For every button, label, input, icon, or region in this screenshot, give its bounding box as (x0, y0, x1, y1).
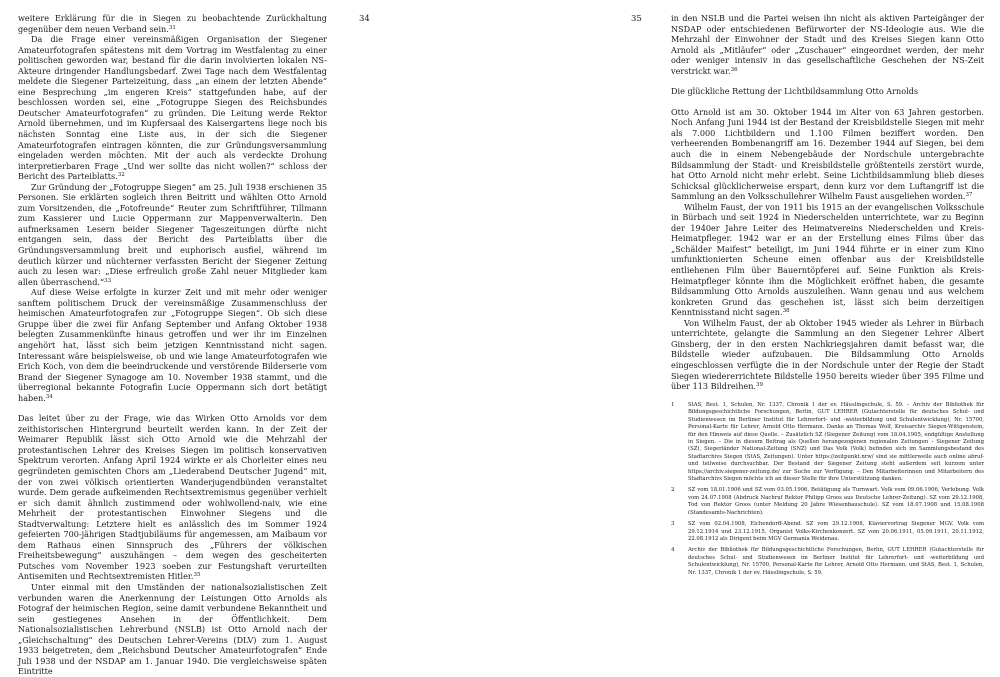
page-number: 34 (359, 14, 370, 24)
footnote-ref: 39 (756, 382, 763, 389)
footnote-number: 1 (671, 402, 675, 408)
footnote-ref: 37 (965, 192, 973, 199)
paragraph (18, 13, 327, 34)
footnotes (671, 402, 984, 581)
right-page (500, 0, 1000, 604)
paragraph-text: Wilhelm Faust, der von 1911 bis 1915 an der evangelischen Volksschule in Bürbach und seit 1924 in Niederschelden unterrichtete, war zu Beginn der 1940er Jahre Leiter des Heimatvereins Niederschelden und Kreis-Heimatpfleger. 1942 war er an der Erstellung eines Films über das „Schälder Maifest“ beteiligt, im Juni 1944 führte er in einer zum Kino umfunktionierten Scheune einen offenbar aus der Kreisbildstelle entliehenen Film über Bauerntöpferei auf. Seine Funktion als Kreis-Heimatpfleger könnte ihm die Möglichkeit eröffnet haben, die gesamte Bildsammlung Otto Arnolds auszuleihen. Wann genau und aus welchem konkreten Grund das geschehen ist, lässt sich beim derzeitigen Kenntnisstand nicht sagen. (671, 201, 984, 318)
paragraph-text: Von Wilhelm Faust, der ab Oktober 1945 wieder als Lehrer in Bürbach unterrichtete, gelangte die Sammlung an den Siegener Lehrer Albert Ginsberg, der in den ersten Nachkriegsjahren damit befasst war, die Bildstelle wieder aufzubauen. Die Bildsammlung Otto Arnolds eingeschlossen verfügte die in der Nordschule unter der Regie der Stadt Siegen wiedererrichtete Bildstelle 1950 bereits wieder über 395 Filme und über 113 Bildreihen. (671, 317, 984, 392)
body-text (18, 13, 327, 677)
footnote-ref: 31 (168, 24, 176, 31)
footnote-number: 2 (671, 487, 675, 494)
footnote-text: Archiv der Bibliothek für Bildungsgeschichtliche Forschungen, Berlin, GUT LEHRER (Gutachterstelle für deutsches Schul- und Studienwesen im Berliner Institut für Lehrerfort- und -weiterbildung und Schulentwicklung), Nr. 15700, Personal-Karte für Lehrer, Arnold Otto Hermann, und StAS, Best. 1, Schulen, Nr. 1337, Chronik 1 der ev. Häuslingschule, S. 59. (688, 547, 984, 576)
footnote-ref: 35 (193, 572, 201, 579)
paragraph (671, 13, 984, 76)
paragraph-text: Auf diese Weise erfolgte in kurzer Zeit und mit mehr oder weniger sanftem politischem Druck der vereinsmäßige Zusammenschluss der heimischen Amateurfotografen zur „Fotogruppe Siegen“. Ob sich diese Gruppe über die zwei für Anfang September und Anfang Oktober 1938 belegten Zusammenkünfte hinaus getroffen und wer ihr im Einzelnen angehört hat, lässt sich beim jetzigen Kenntnisstand nicht sagen. Interessant wäre beispielsweise, ob und wie lange Amateurfotografen wie Erich Koch, von dem die beeindruckende und verstörende Bilderserie vom Brand der Siegener Synagoge am 10. November 1938 stammt, und die überregional bekannte Fotografin Lucie Oppermann sich dort betätigt haben. (18, 287, 327, 403)
footnote-text: StAS, Best. 1, Schulen, Nr. 1337, Chronik 1 der ev. Häuslingschule, S. 59. – Archiv der Bibliothek für Bildungsgeschichtliche Forschungen, Berlin, GUT LEHRER (Gutachterstelle für deutsches Schul- und Studienwesen im Berliner Institut für Lehrerfort- und -weiterbildung und Schulentwicklung), Nr. 15700, Personal-Karte für Lehrer, Arnold Otto Hermann. Danke an Thomas Wolf, Kreisarchiv Siegen-Wittgenstein, für den Hinweis auf diese Quelle. – Zusätzlich SZ (Siegener Zeitung) vom 18.04.1905, endgültige Anstellung in Siegen. – Die in diesem Beitrag als Quellen herangezogenen regionalen Zeitungen – Siegener Zeitung (SZ), Siegerländer National-Zeitung (SNZ) und Das Volk (Volk) befinden sich im Sammlungsbestand des Stadtarchivs Siegen (StAS, Zeitungen). Unter https://zeitpunkt.nrw/ sind sie mittlerweile auch online abruf- und teilweise durchsuchbar. Der Bestand der Siegener Zeitung steht außerdem seit kurzem unter https://archiv.siegener-zeitung.de/ zur Suche zur Verfügung. – Den Mitarbeiterinnen und Mitarbeitern des Stadtarchivs Siegen möchte ich an dieser Stelle für ihre Unterstützung danken. (688, 402, 984, 483)
paragraph (18, 287, 327, 403)
footnote-text: SZ vom 02.04.1908, Eichendorff-Abend. SZ vom 29.12.1908, Klaviervortrag Siegener MGV. Volk vom 29.12.1914 und 23.12.1915, Organist Volks-Kirchenkonzert. SZ vom 20.06.1911, 05.09.1911, 20.11.1912, 22.08.1912 als Dirigent beim MGV Germania Weidenau. (688, 521, 984, 542)
footnote (671, 521, 984, 543)
page-number: 35 (631, 14, 642, 24)
paragraph-text: in den NSLB und die Partei weisen ihn nicht als aktiven Parteigänger der NSDAP oder entschiedenen Befürworter der NS-Ideologie aus. Wie die Mehrzahl der Einwohner der Stadt und des Kreises Siegen kann Otto Arnold als „Mitläufer“ oder „Zuschauer“ eingeordnet werden, der mehr oder weniger intensiv in das gesellschaftliche Geschehen der NS-Zeit verstrickt war. (671, 13, 984, 76)
paragraph (18, 413, 327, 582)
footnote-ref: 36 (730, 66, 738, 73)
paragraph (671, 202, 984, 318)
footnote (671, 547, 984, 577)
footnote-ref: 33 (104, 277, 112, 284)
paragraph (18, 34, 327, 182)
paragraph-text: Unter einmal mit den Umständen der nationalsozialistischen Zeit verbunden waren die Anerkennung der Leistungen Otto Arnolds als Fotograf der heimischen Region, seine damit verbundene Bekanntheit und sein gestiegenes Ansehen in der Öffentlichkeit. Dem Nationalsozialistischen Lehrerbund (NSLB) ist Otto Arnold nach der „Gleichschaltung“ des Deutschen Lehrer-Vereins (DLV) zum 1. August 1933 beigetreten, dem „Reichsbund Deutscher Amateurfotografen“ Ende Juli 1938 und der NSDAP am 1. Januar 1940. Die vergleichsweise späten Eintritte (18, 581, 327, 677)
footnote-text: SZ vom 18.01.1906 und SZ vom 03.05.1906, Betätigung als Turnwart. Volk vom 09.06.1906, Verlobung. Volk vom 24.07.1908 (Abdruck Nachruf Rektor Philipp Groos aus Deutsche Lehrer-Zeitung). SZ vom 29.12.1908, Tod von Rektor Groos (unter Meldung 20 Jahre Wiesenbauschule). SZ vom 18.07.1908 und 15.08.1908 (Standesamts-Nachrichten). (688, 487, 984, 516)
paragraph (671, 318, 984, 392)
paragraph-text: weitere Erklärung für die in Siegen zu beobachtende Zurückhaltung gegenüber dem neuen Verband sein. (18, 13, 327, 34)
footnote-ref: 38 (782, 308, 790, 315)
footnote-ref: 34 (45, 393, 53, 400)
footnote (671, 402, 984, 483)
paragraph (18, 582, 327, 677)
body-text (671, 13, 984, 392)
section-heading: Die glückliche Rettung der Lichtbildsammlung Otto Arnolds (671, 86, 919, 97)
paragraph-text: Otto Arnold ist am 30. Oktober 1944 im Alter von 63 Jahren gestorben. Noch Anfang Juni 1944 ist der Bestand der Kreisbildstelle Siegen mit mehr als 7.000 Lichtbildern und 1.100 Filmen beziffert worden. Den verheerenden Bombenangriff am 16. Dezember 1944 auf Siegen, bei dem auch die in einem Nebengebäude der Nordschule untergebrachte Bildsammlung der Stadt- und Kreisbildstelle größtenteils zerstört wurde, hat Otto Arnold nicht mehr erlebt. Seine Lichtbildsammlung blieb dieses Schicksal glücklicherweise erspart, denn kurz vor dem Luftangriff ist die Sammlung an den Volksschullehrer Wilhelm Faust ausgeliehen worden. (671, 106, 984, 202)
paragraph (671, 107, 984, 202)
paragraph-text: Da die Frage einer vereinsmäßigen Organisation der Siegener Amateurfotografen spätestens mit dem Vortrag im Westfalentag zu einer politischen geworden war, bestand für die darin involvierten lokalen NS-Akteure dringender Handlungsbedarf. Zwei Tage nach dem Westfalentag meldete die Siegener Parteizeitung, dass „an einem der letzten Abende“ eine Besprechung „im engeren Kreis“ stattgefunden habe, auf der beschlossen worden sei, eine „Fotogruppe Siegen des Reichsbundes Deutscher Amateurfotografen“ zu gründen. Die Leitung werde Rektor Arnold übernehmen, und im Kupfersaal des Kaisergartens liege noch bis nächsten Sonntag eine Liste aus, in der sich die Siegener Amateurfotografen eintragen könnten, die zur Gründungsversammlung eingeladen werden möchten. Mit der auch als verdeckte Drohung interpretierbaren Frage „Und wer sollte das nicht wollen?“ schloss der Bericht des Parteiblatts. (18, 34, 327, 182)
paragraph (18, 182, 327, 287)
footnote-number: 4 (671, 547, 675, 554)
footnote-number: 3 (671, 521, 675, 528)
footnote (671, 487, 984, 517)
footnote-ref: 32 (117, 172, 125, 179)
paragraph-text: Das leitet über zu der Frage, wie das Wirken Otto Arnolds vor dem zeithistorischen Hintergrund beurteilt werden kann. In der Zeit der Weimarer Republik lässt sich Otto Arnold wie die Mehrzahl der protestantischen Lehrer des Kreises Siegen im politisch konservativen Spektrum verorten. Anfang April 1924 wirkte er als Chorleiter eines neu gegründeten gemischten Chors am „Liederabend Deutscher Jugend“ mit, der von zwei völkisch orientierten Wanderjugendbünden veranstaltet wurde. Dem gerade aufkeimenden Rechtsextremismus gegenüber verhielt er sich damit ähnlich zustimmend oder wohlwollend-naiv, wie eine Mehrheit der protestantischen Einwohner Siegens und die Stadtverwaltung: Letztere hielt es anlässlich des im Sommer 1924 gefeierten 700-jährigen Stadtjubiläums für angemessen, am Maibaum vor dem Rathaus einen Sinnspruch des „Führers der völkischen Freiheitsbewegung“ auszuhängen – dem wegen des gescheiterten Putsches vom November 1923 soeben zur Festungshaft verurteilten Antisemiten und Rechtsextremisten Hitler. (18, 413, 327, 582)
paragraph-text: Zur Gründung der „Fotogruppe Siegen“ am 25. Juli 1938 erschienen 35 Personen. Sie erklärten sogleich ihren Beitritt und wählten Otto Arnold zum Vorsitzenden, die „Fotofreunde“ Reuter zum Schriftführer, Tillmann zum Kassierer und Lucie Oppermann zur Mappenverwalterin. Den aufmerksamen Lesern beider Siegener Tageszeitungen dürfte nicht entgangen sein, dass der Bericht des Parteiblatts über die Gründungsversammlung breit und euphorisch ausfiel, während im deutlich kürzer und nüchterner verfassten Bericht der Siegener Zeitung auch zu lesen war: „Diese erfreulich große Zahl neuer Mitglieder kam allen überraschend.“ (18, 181, 327, 287)
